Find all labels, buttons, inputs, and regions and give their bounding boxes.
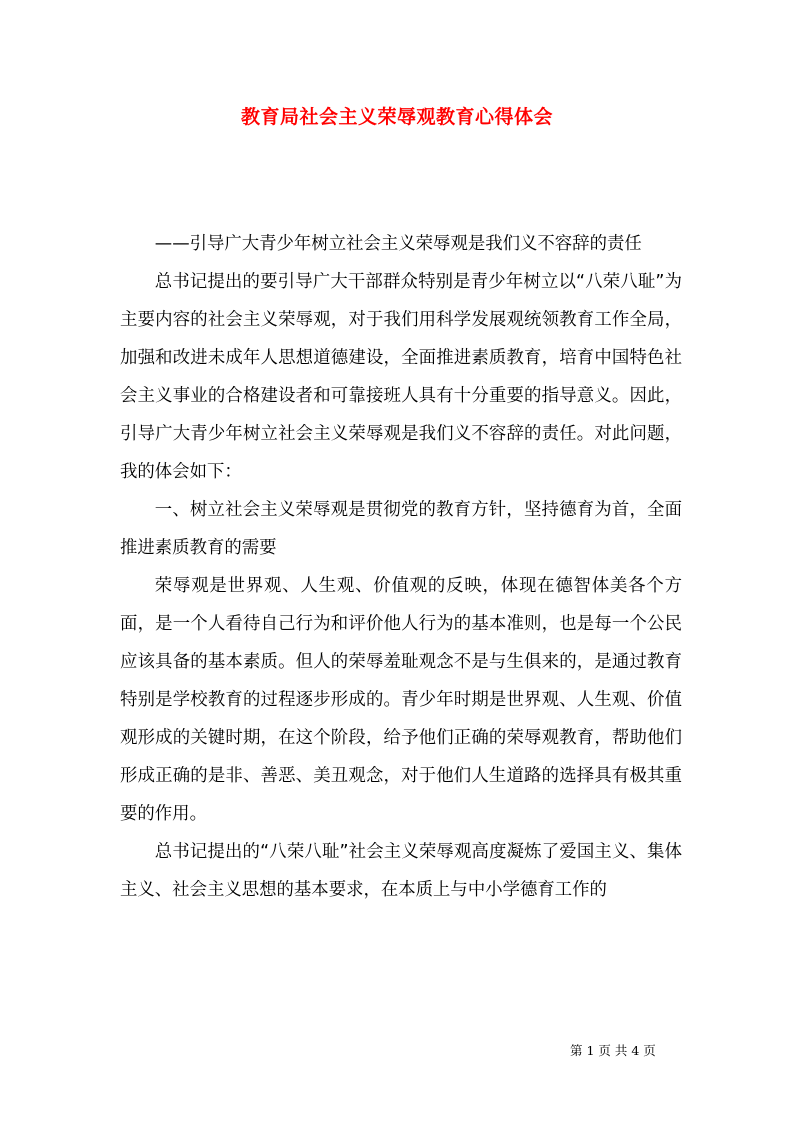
document-title: 教育局社会主义荣辱观教育心得体会 xyxy=(240,106,553,128)
body-paragraph: 荣辱观是世界观、人生观、价值观的反映，体现在德智体美各个方面，是一个人看待自己行为和评价他人行为的基本准则，也是每一个公民应该具备的基本素质。但人的荣辱羞耻观念不是与生俱来的，是通过教育特别是学校教育的过程逐步形成的。青少年时期是世界观、人生观、价值观形成的关键时期，在这个阶段，给予他们正确的荣辱观教育，帮助他们形成正确的是非、善恶、美丑观念，对于他们人生道路的选择具有极其重要的作用。 xyxy=(120,576,682,824)
page-number-footer: 第 1 页 共 4 页 xyxy=(570,1043,656,1058)
body-paragraph: 总书记提出的要引导广大干部群众特别是青少年树立以“八荣八耻”为主要内容的社会主义荣辱观，对于我们用科学发展观统领教育工作全局，加强和改进未成年人思想道德建设，全面推进素质教育，培育中国特色社会主义事业的合格建设者和可靠接班人具有十分重要的指导意义。因此，引导广大青少年树立社会主义荣辱观是我们义不容辞的责任。对此问题，我的体会如下： xyxy=(120,272,682,482)
subtitle-paragraph: ——引导广大青少年树立社会主义荣辱观是我们义不容辞的责任 xyxy=(154,234,642,254)
document-body xyxy=(120,225,682,909)
section-heading-paragraph: 一、树立社会主义荣辱观是贯彻党的教育方针，坚持德育为首，全面推进素质教育的需要 xyxy=(120,500,682,558)
body-paragraph: 总书记提出的“八荣八耻”社会主义荣辱观高度凝炼了爱国主义、集体主义、社会主义思想的基本要求，在本质上与中小学德育工作的 xyxy=(120,842,682,900)
